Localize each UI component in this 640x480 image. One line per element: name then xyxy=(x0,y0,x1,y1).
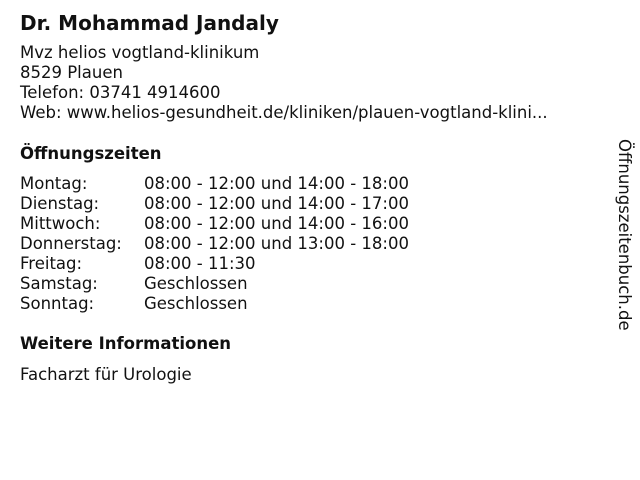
hours-row-saturday xyxy=(20,274,409,294)
hours-time: 08:00 - 11:30 xyxy=(144,254,256,273)
hours-time: 08:00 - 12:00 und 13:00 - 18:00 xyxy=(144,234,409,253)
hours-day: Montag: xyxy=(20,174,88,193)
hours-day: Freitag: xyxy=(20,254,83,273)
opening-hours-table xyxy=(20,174,409,314)
hours-row-tuesday xyxy=(20,194,409,214)
address-line-1: Mvz helios vogtland-klinikum xyxy=(20,43,260,62)
hours-time: Geschlossen xyxy=(144,274,248,293)
hours-row-friday xyxy=(20,254,409,274)
hours-time: 08:00 - 12:00 und 14:00 - 18:00 xyxy=(144,174,409,193)
web-line: Web: www.helios-gesundheit.de/kliniken/plauen-vogtland-klini... xyxy=(20,103,548,122)
hours-day: Donnerstag: xyxy=(20,234,122,253)
hours-row-monday xyxy=(20,174,409,194)
hours-time: Geschlossen xyxy=(144,294,248,313)
address-block xyxy=(20,43,548,123)
hours-row-thursday xyxy=(20,234,409,254)
brand-watermark-text: Öffnungszeitenbuch.de xyxy=(615,139,634,331)
specialty-text: Facharzt für Urologie xyxy=(20,365,192,384)
hours-row-sunday xyxy=(20,294,409,314)
hours-time: 08:00 - 12:00 und 14:00 - 16:00 xyxy=(144,214,409,233)
hours-day: Mittwoch: xyxy=(20,214,101,233)
hours-day: Dienstag: xyxy=(20,194,100,213)
hours-row-wednesday xyxy=(20,214,409,234)
doctor-name: Dr. Mohammad Jandaly xyxy=(20,11,279,35)
phone-line: Telefon: 03741 4914600 xyxy=(20,83,221,102)
hours-time: 08:00 - 12:00 und 14:00 - 17:00 xyxy=(144,194,409,213)
hours-day: Sonntag: xyxy=(20,294,95,313)
more-info-heading: Weitere Informationen xyxy=(20,334,232,353)
address-line-2: 8529 Plauen xyxy=(20,63,123,82)
opening-hours-heading: Öffnungszeiten xyxy=(20,144,162,163)
hours-day: Samstag: xyxy=(20,274,98,293)
